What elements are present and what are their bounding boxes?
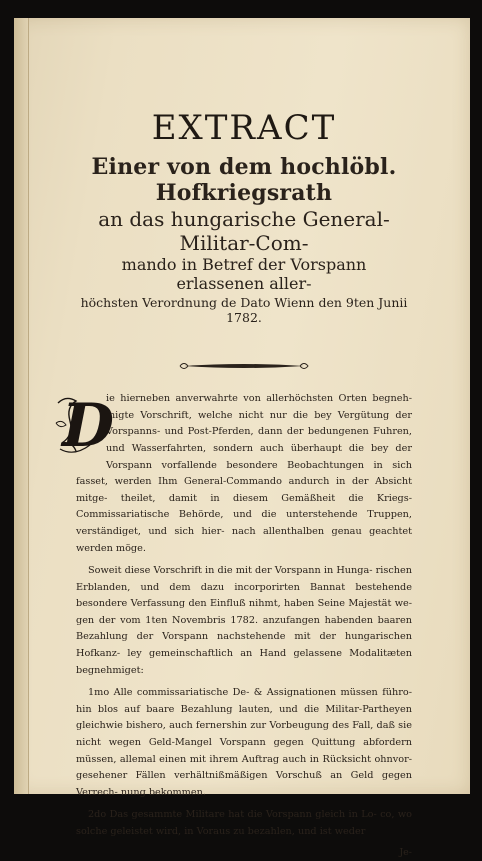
document-title: EXTRACT — [151, 108, 337, 148]
catchword: Je- — [399, 846, 412, 858]
subtitle-line-4: höchsten Verordnung de Dato Wienn den 9ten Junii 1782. — [80, 295, 408, 326]
document-body — [62, 391, 412, 861]
paragraph-1: ie hierneben anverwahrte von allerhöchsten Orten begneh- migte Vorschrift, welche nicht nur die bey Vergütung der Vorspanns- und Post-Pferden, dann der bedungenen Fuhren, und Wasserfahrten, sondern auch überhaupt die bey der Vorspann vorfallende besondere Beobachtungen in sich fasset, werden Ihm General-Commando andurch in der Absicht mitge- theilet, damit in diesem Gemäßheit die Kriegs-Commissariatische Behörde, und die unterstehende Truppen, verständiget, und sich hier- nach allenthalben genau geachtet werden möge. — [76, 393, 412, 554]
subtitle-line-1: Einer von dem hochlöbl. Hofkriegsrath — [91, 154, 397, 207]
page-fold — [14, 18, 29, 794]
document-page — [14, 18, 470, 858]
subtitle-line-3: mando in Betref der Vorspann erlassenen aller- — [121, 254, 367, 293]
document-content — [62, 82, 412, 861]
subtitle-line-2: an das hungarische General-Militar-Com- — [98, 206, 390, 255]
paragraph-4: 2do Das gesammte Militare hat die Vorspann gleich in Lo- co, wo solche geleistet wird, in Voraus zu bezahlen, und ist weder — [76, 809, 412, 837]
paragraph-2: Soweit diese Vorschrift in die mit der Vorspann in Hunga- rischen Erblanden, und dem dazu incorporirten Bannat bestehende besondere Verfassung den Einfluß nihmt, haben Seine Majestät we- gen der vom 1ten Novembris 1782. anzufangen habenden baaren Bezahlung der Vorspann nachstehende mit der hungarischen Hofkanz- ley gemeinschaftlich an Hand gelassene Modalitæten begnehmiget: — [76, 565, 412, 676]
ornamental-rule — [178, 359, 310, 373]
initial-letter: D — [62, 391, 115, 462]
decorated-initial — [54, 391, 115, 462]
paragraph-3: 1mo Alle commissariatische De- & Assignationen müssen führo- hin blos auf baare Bezahlung lauten, und die Militar-Partheyen gleichwie bishero, auch fernershin zur Vorbeugung des Fall, daß sie nicht wegen Geld-Mangel Vorspann gegen Quittung abfordern müssen, allemal einen mit ihrem Auftrag auch in Rücksicht ohnvor- gesehener Fällen verhältnißmäßigen Vorschuß an Geld gegen Verrech- nung bekommen. — [76, 687, 412, 798]
